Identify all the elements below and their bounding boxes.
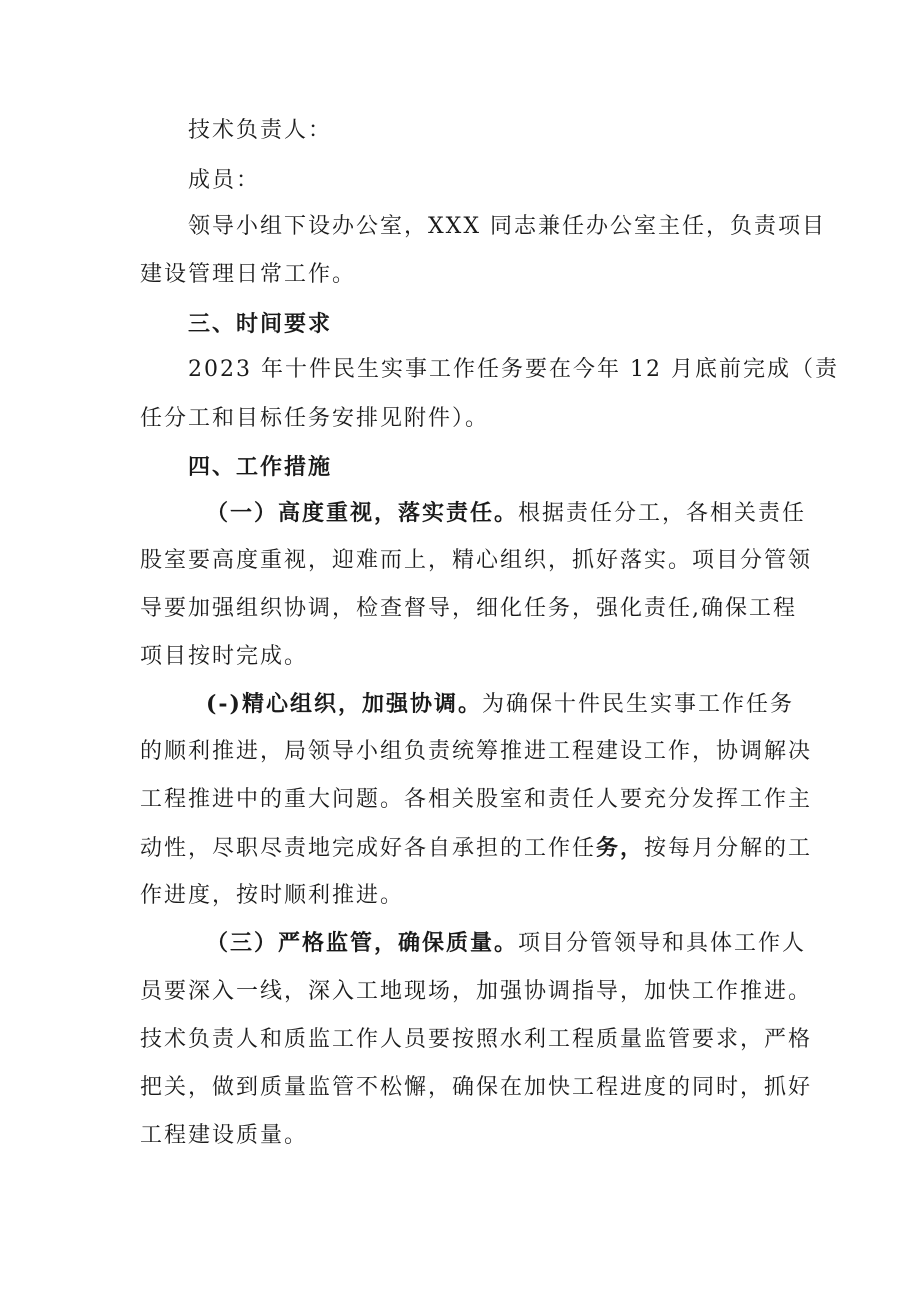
measure-3-line3: 技术负责人和质监工作人员要按照水利工程质量监管要求，严格 xyxy=(140,1027,813,1052)
members-line: 成员： xyxy=(188,168,261,193)
measure-3-line4: 把关，做到质量监管不松懈，确保在加快工程进度的同时，抓好 xyxy=(140,1075,813,1100)
measure-2-line4-a: 动性，尽职尽责地完成好各自承担的工作任 xyxy=(140,836,597,861)
measure-2-line5: 作进度，按时顺利推进。 xyxy=(140,883,405,908)
measure-3-line2: 员要深入一线，深入工地现场，加强协调指导，加快工作推进。 xyxy=(140,979,813,1004)
measure-2-title: (-)精心组织，加强协调。 xyxy=(206,691,482,717)
measure-2-line2: 的顺利推进，局领导小组负责统筹推进工程建设工作，协调解决 xyxy=(140,739,813,764)
section-heading-measures: 四、工作措施 xyxy=(188,454,333,480)
tech-lead-line: 技术负责人： xyxy=(188,118,333,143)
measure-1-line3: 导要加强组织协调，检查督导，细化任务，强化责任,确保工程 xyxy=(140,596,797,621)
section-heading-time: 三、时间要求 xyxy=(188,311,333,337)
measure-2-text: 为确保十件民生实事工作任务 xyxy=(481,692,794,717)
measure-1-line2: 股室要高度重视，迎难而上，精心组织，抓好落实。项目分管领 xyxy=(140,548,813,573)
measure-2-line1 xyxy=(206,689,856,720)
measure-2-line4 xyxy=(140,833,813,864)
time-paragraph-line1: 2023 年十件民生实事工作任务要在今年 12 月底前完成（责 xyxy=(188,357,839,382)
measure-1-title: （一）高度重视，落实责任。 xyxy=(206,500,519,526)
measure-1-line1 xyxy=(206,498,856,529)
office-paragraph-line1: 领导小组下设办公室，XXX 同志兼任办公室主任，负责项目 xyxy=(188,214,826,239)
office-paragraph-line2: 建设管理日常工作。 xyxy=(140,262,357,287)
measure-2-line4-c: 按每月分解的工 xyxy=(644,836,813,861)
measure-2-line4-b: 务， xyxy=(596,835,645,861)
measure-1-text: 根据责任分工，各相关责任 xyxy=(518,501,807,526)
time-paragraph-line2: 任分工和目标任务安排见附件）。 xyxy=(140,406,490,431)
measure-3-line5: 工程建设质量。 xyxy=(140,1123,309,1148)
measure-2-line3: 工程推进中的重大问题。各相关股室和责任人要充分发挥工作主 xyxy=(140,787,813,812)
measure-1-line4: 项目按时完成。 xyxy=(140,644,309,669)
measure-3-line1 xyxy=(206,928,856,959)
measure-3-text: 项目分管领导和具体工作人 xyxy=(518,931,807,956)
measure-3-title: （三）严格监管，确保质量。 xyxy=(206,930,519,956)
